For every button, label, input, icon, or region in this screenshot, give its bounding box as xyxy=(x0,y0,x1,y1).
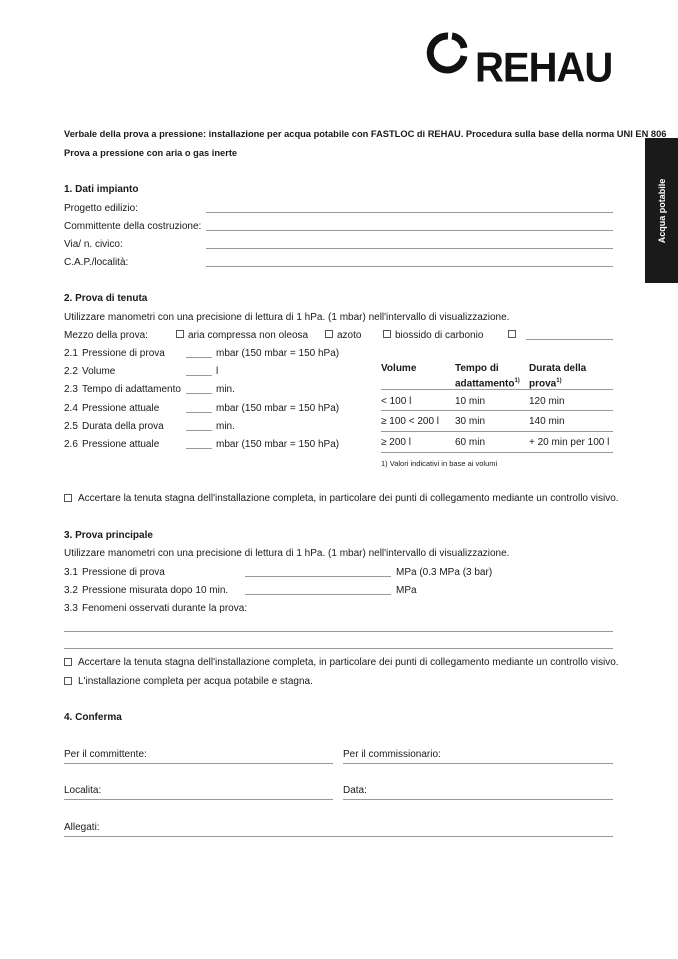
item-number: 2.1 xyxy=(64,348,78,359)
observations-input-line[interactable] xyxy=(64,631,613,632)
item-unit: mbar (150 mbar = 150 hPa) xyxy=(216,439,340,450)
item-unit: l xyxy=(216,366,219,377)
medium-nitrogen-checkbox[interactable] xyxy=(325,330,333,338)
item-unit: mbar (150 mbar = 150 hPa) xyxy=(216,348,340,359)
rehau-logo-text: REHAU xyxy=(475,44,613,92)
item-label: Tempo di adattamento xyxy=(82,384,181,395)
table-divider xyxy=(381,410,613,411)
field-input-street[interactable] xyxy=(206,248,613,249)
item-label: Fenomeni osservati durante la prova: xyxy=(82,603,248,614)
table-divider xyxy=(381,389,613,390)
item-unit: min. xyxy=(216,384,235,395)
medium-co2-label: biossido di carbonio xyxy=(395,330,484,341)
rehau-logo-mark xyxy=(426,32,468,74)
medium-nitrogen-label: azoto xyxy=(337,330,362,341)
item-label: Volume xyxy=(82,366,116,377)
table-header-duration: Durata della prova$^{1)}$ xyxy=(529,363,587,390)
item-number: 2.4 xyxy=(64,403,78,414)
document-title: Verbale della prova a pressione: installazione per acqua potabile con FASTLOC di REHAU. Procedura sulla base della norma UNI EN 806 xyxy=(64,129,667,139)
table-cell: 140 min xyxy=(529,416,565,427)
medium-other-input[interactable] xyxy=(526,339,613,340)
item-number: 3.1 xyxy=(64,567,78,578)
medium-air-checkbox[interactable] xyxy=(176,330,184,338)
item-unit: MPa xyxy=(396,585,417,596)
measured-pressure-input[interactable] xyxy=(245,594,391,595)
medium-co2-checkbox[interactable] xyxy=(383,330,391,338)
section2-intro: Utilizzare manometri con una precisione di lettura di 1 hPa. (1 mbar) nell'intervallo di visualizzazione. xyxy=(64,312,510,323)
section3-heading: 3. Prova principale xyxy=(64,530,153,541)
item-unit: min. xyxy=(216,421,235,432)
date-label: Data: xyxy=(343,785,367,796)
location-label: Localita: xyxy=(64,785,102,796)
table-cell: 30 min xyxy=(455,416,486,427)
client-signature-input[interactable] xyxy=(64,763,333,764)
item-input[interactable] xyxy=(186,430,212,431)
field-input-client[interactable] xyxy=(206,230,613,231)
contractor-signature-label: Per il commissionario: xyxy=(343,749,441,760)
document-subtitle: Prova a pressione con aria o gas inerte xyxy=(64,148,238,158)
field-label-street: Via/ n. civico: xyxy=(64,239,123,250)
field-label-client: Committente della costruzione: xyxy=(64,221,202,232)
table-divider xyxy=(381,452,613,453)
item-input[interactable] xyxy=(186,412,212,413)
section3-tightness-checkbox[interactable] xyxy=(64,658,72,666)
date-input[interactable] xyxy=(343,799,613,800)
section2-heading: 2. Prova di tenuta xyxy=(64,293,148,304)
table-divider xyxy=(381,431,613,432)
field-label-zip-city: C.A.P./località: xyxy=(64,257,129,268)
table-header-volume: Volume xyxy=(381,363,417,374)
section3-complete-checkbox[interactable] xyxy=(64,677,72,685)
item-number: 3.2 xyxy=(64,585,78,596)
item-label: Pressione attuale xyxy=(82,439,160,450)
item-label: Pressione di prova xyxy=(82,567,165,578)
medium-label: Mezzo della prova: xyxy=(64,330,148,341)
observations-input-line[interactable] xyxy=(64,648,613,649)
side-tab-label: Acqua potabile xyxy=(656,178,667,243)
section3-intro: Utilizzare manometri con una precisione di lettura di 1 hPa. (1 mbar) nell'intervallo di visualizzazione. xyxy=(64,548,510,559)
section1-heading: 1. Dati impianto xyxy=(64,184,139,195)
field-input-project[interactable] xyxy=(206,212,613,213)
item-label: Durata della prova xyxy=(82,421,164,432)
table-cell: 60 min xyxy=(455,437,486,448)
table-cell: + 20 min per 100 l xyxy=(529,437,610,448)
section2-tightness-label: Accertare la tenuta stagna dell'installazione completa, in particolare dei punti di collegamento mediante un controllo visivo. xyxy=(78,493,619,504)
item-label: Pressione attuale xyxy=(82,403,160,414)
item-label: Pressione di prova xyxy=(82,348,165,359)
attachments-input[interactable] xyxy=(64,836,613,837)
item-number: 2.5 xyxy=(64,421,78,432)
medium-other-checkbox[interactable] xyxy=(508,330,516,338)
field-input-zip-city[interactable] xyxy=(206,266,613,267)
attachments-label: Allegati: xyxy=(64,822,100,833)
location-input[interactable] xyxy=(64,799,333,800)
item-unit: mbar (150 mbar = 150 hPa) xyxy=(216,403,340,414)
client-signature-label: Per il committente: xyxy=(64,749,147,760)
item-unit: MPa (0.3 MPa (3 bar) xyxy=(396,567,493,578)
table-cell: 120 min xyxy=(529,396,565,407)
table-header-time: Tempo di adattamento$^{1)}$ xyxy=(455,363,520,390)
section2-tightness-checkbox[interactable] xyxy=(64,494,72,502)
table-cell: 10 min xyxy=(455,396,486,407)
item-number: 3.3 xyxy=(64,603,78,614)
field-label-project: Progetto edilizio: xyxy=(64,203,138,214)
section4-heading: 4. Conferma xyxy=(64,712,122,723)
table-footnote: 1) Valori indicativi in base ai volumi xyxy=(381,459,498,468)
table-cell: ≥ 100 < 200 l xyxy=(381,416,440,427)
section3-tightness-label: Accertare la tenuta stagna dell'installazione completa, in particolare dei punti di collegamento mediante un controllo visivo. xyxy=(78,657,619,668)
test-pressure-input[interactable] xyxy=(245,576,391,577)
side-tab xyxy=(645,138,678,283)
item-input[interactable] xyxy=(186,375,212,376)
item-input[interactable] xyxy=(186,393,212,394)
item-number: 2.2 xyxy=(64,366,78,377)
item-input[interactable] xyxy=(186,357,212,358)
contractor-signature-input[interactable] xyxy=(343,763,613,764)
item-number: 2.6 xyxy=(64,439,78,450)
medium-air-label: aria compressa non oleosa xyxy=(188,330,309,341)
section3-complete-label: L'installazione completa per acqua potabile e stagna. xyxy=(78,676,313,687)
item-number: 2.3 xyxy=(64,384,78,395)
table-cell: ≥ 200 l xyxy=(381,437,411,448)
item-label: Pressione misurata dopo 10 min. xyxy=(82,585,229,596)
item-input[interactable] xyxy=(186,448,212,449)
table-cell: < 100 l xyxy=(381,396,412,407)
